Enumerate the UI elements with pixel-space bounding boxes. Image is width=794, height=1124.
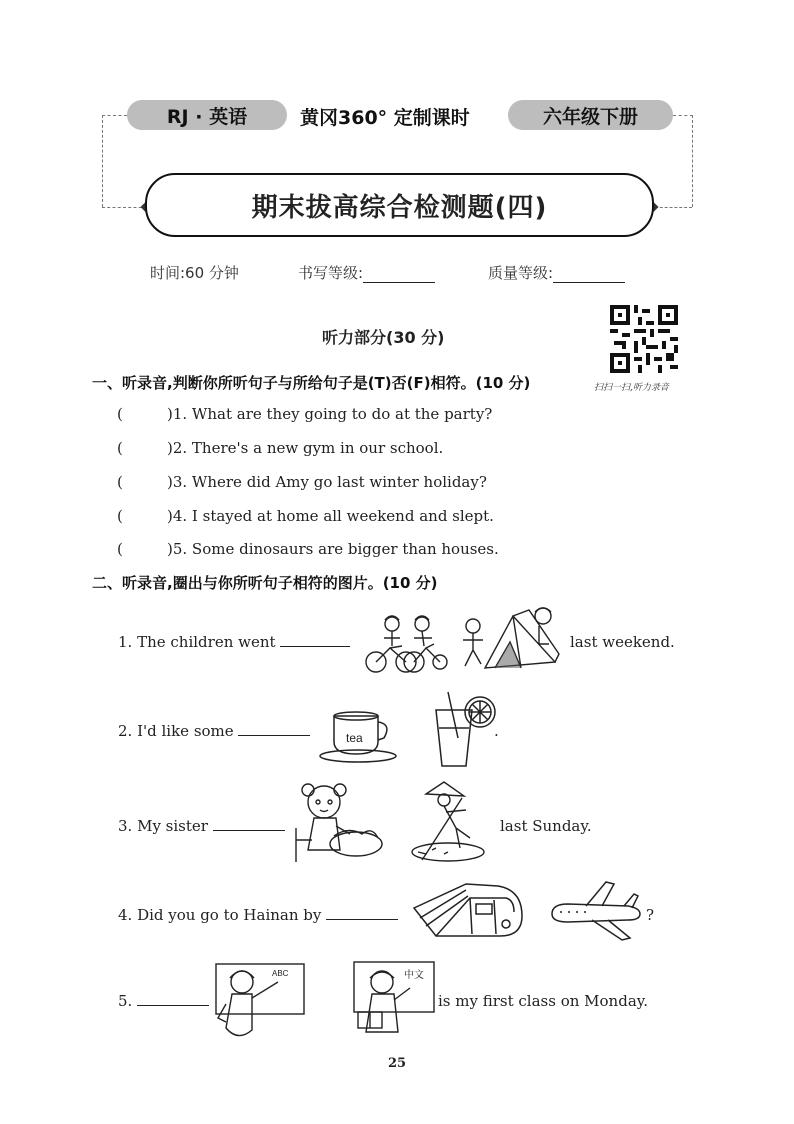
frame-line	[673, 115, 693, 116]
q5-blank[interactable]	[137, 1005, 209, 1006]
writing-grade-label: 书写等级:	[298, 264, 364, 282]
part2-q5	[118, 992, 209, 1010]
q3-blank[interactable]	[213, 830, 285, 831]
writing-grade-blank[interactable]	[363, 268, 435, 283]
english-teacher-picture[interactable]	[212, 962, 308, 1044]
train-picture[interactable]	[410, 878, 526, 942]
qr-code-icon[interactable]	[610, 305, 678, 373]
question-text: )1. What are they going to do at the party?	[167, 405, 493, 423]
part2-q3	[118, 817, 285, 835]
part2-title: 二、听录音,圈出与你所听句子相符的图片。(10 分)	[92, 574, 438, 592]
part2-q4	[118, 906, 398, 924]
q3-text-after: last Sunday.	[500, 817, 592, 835]
book-label: 中文	[404, 970, 424, 981]
part1-title: 一、听录音,判断你所听句子与所给句子是(T)否(F)相符。(10 分)	[92, 374, 531, 392]
chinese-teacher-picture[interactable]	[352, 960, 436, 1044]
grade-tag: 六年级下册	[508, 100, 673, 130]
page-number: 25	[388, 1056, 407, 1071]
quality-grade-blank[interactable]	[553, 268, 625, 283]
airplane-picture[interactable]	[548, 876, 644, 946]
frame-line	[692, 115, 693, 207]
part1-item	[117, 439, 443, 457]
juice-glass-picture[interactable]	[428, 688, 500, 770]
part1-item	[117, 507, 494, 525]
q1-text-before: 1. The children went	[118, 633, 276, 651]
board-label: ABC	[272, 969, 289, 978]
q2-blank[interactable]	[238, 735, 310, 736]
q3-text-before: 3. My sister	[118, 817, 208, 835]
q1-blank[interactable]	[280, 646, 350, 647]
part1-item	[117, 405, 492, 423]
tea-cup-label: tea	[346, 731, 363, 745]
frame-line	[102, 115, 127, 116]
quality-grade	[488, 262, 625, 283]
q5-text-before: 5.	[118, 992, 133, 1010]
tea-cup-picture[interactable]	[318, 708, 404, 764]
answer-paren[interactable]: (	[117, 405, 123, 423]
listening-heading: 听力部分(30 分)	[322, 328, 445, 347]
q4-blank[interactable]	[326, 919, 398, 920]
q2-text-before: 2. I'd like some	[118, 722, 234, 740]
qr-caption: 扫扫一扫,听力录音	[594, 383, 669, 393]
q4-text-after: ?	[646, 906, 655, 924]
part2-q1	[118, 633, 350, 651]
writing-grade	[298, 262, 435, 283]
page-title: 期末拔高综合检测题(四)	[145, 173, 654, 237]
time-limit: 时间:60 分钟	[150, 264, 239, 282]
part1-item	[117, 540, 499, 558]
question-text: )5. Some dinosaurs are bigger than houses.	[167, 540, 499, 558]
answer-paren[interactable]: (	[117, 540, 123, 558]
part2-q2	[118, 722, 310, 740]
sweeping-floor-picture[interactable]	[396, 778, 492, 866]
answer-paren[interactable]: (	[117, 507, 123, 525]
q4-text-before: 4. Did you go to Hainan by	[118, 906, 322, 924]
question-text: )3. Where did Amy go last winter holiday?	[167, 473, 487, 491]
question-text: )4. I stayed at home all weekend and slept.	[167, 507, 494, 525]
answer-paren[interactable]: (	[117, 439, 123, 457]
subject-tag: RJ · 英语	[127, 100, 287, 130]
part1-item	[117, 473, 487, 491]
question-text: )2. There's a new gym in our school.	[167, 439, 444, 457]
answer-paren[interactable]: (	[117, 473, 123, 491]
quality-grade-label: 质量等级:	[488, 264, 554, 282]
q1-text-after: last weekend.	[570, 633, 675, 651]
frame-line	[102, 115, 103, 207]
camping-tent-picture[interactable]	[455, 602, 565, 674]
series-title: 黄冈360° 定制课时	[300, 107, 470, 129]
q5-text-after: is my first class on Monday.	[438, 992, 649, 1010]
q2-text-after: .	[494, 722, 499, 740]
bicycle-children-picture[interactable]	[362, 610, 448, 676]
girl-washing-clothes-picture[interactable]	[290, 778, 386, 866]
